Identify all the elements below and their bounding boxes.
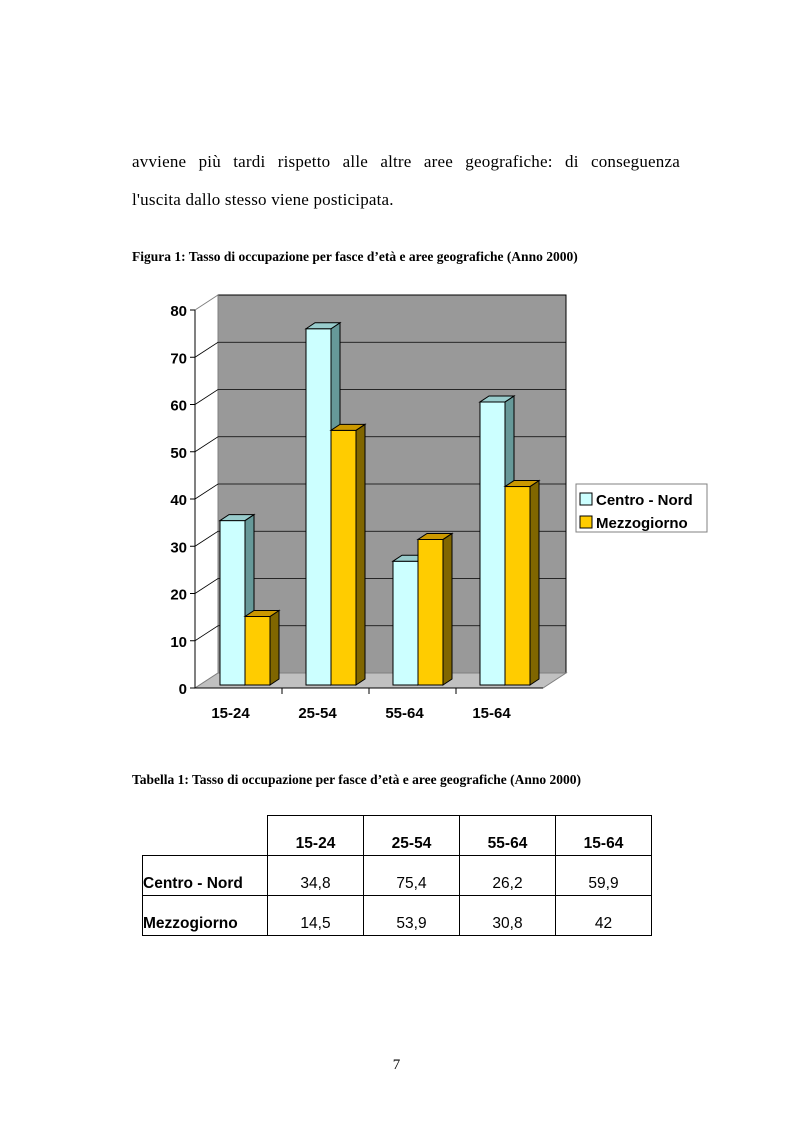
paragraph-line-2: l'uscita dallo stesso viene posticipata. xyxy=(132,190,394,209)
table-row-label: Centro - Nord xyxy=(143,856,268,896)
table-header-row xyxy=(143,816,652,856)
data-table xyxy=(142,815,652,936)
figure-caption: Figura 1: Tasso di occupazione per fasce d’età e aree geografiche (Anno 2000) xyxy=(132,249,578,264)
paragraph-line-1: avviene più tardi rispetto alle altre aree geografiche: di conseguenza xyxy=(132,152,680,171)
x-tick-label: 25-54 xyxy=(298,705,337,722)
bar-side-face xyxy=(443,533,452,685)
bar-centro-nord-15-64 xyxy=(480,402,505,685)
x-tick-label: 15-24 xyxy=(211,705,250,722)
table-header-cell: 25-54 xyxy=(364,816,460,856)
y-tick-label: 70 xyxy=(170,350,187,368)
table-row xyxy=(143,896,652,936)
bar-mezzogiorno-55-64 xyxy=(418,539,443,685)
table-header-cell: 55-64 xyxy=(460,816,556,856)
y-tick-label: 10 xyxy=(170,633,187,651)
bar-centro-nord-15-24 xyxy=(220,521,245,685)
bar-side-face xyxy=(270,610,279,685)
y-tick-label: 20 xyxy=(170,586,187,604)
table-corner-cell xyxy=(143,816,268,856)
legend-swatch xyxy=(580,493,592,505)
table-cell: 59,9 xyxy=(556,856,652,896)
table-cell: 26,2 xyxy=(460,856,556,896)
table-cell: 53,9 xyxy=(364,896,460,936)
page-number: 7 xyxy=(392,1057,401,1073)
table-row xyxy=(143,856,652,896)
bar-side-face xyxy=(530,481,539,685)
y-tick-label: 0 xyxy=(178,681,187,698)
y-tick-label: 40 xyxy=(170,492,187,509)
y-tick-label: 60 xyxy=(170,397,187,415)
bar-side-face xyxy=(356,424,365,685)
legend-label: Mezzogiorno xyxy=(596,515,688,532)
table-header-cell: 15-64 xyxy=(556,816,652,856)
table-row-label: Mezzogiorno xyxy=(143,896,268,936)
table-cell: 75,4 xyxy=(364,856,460,896)
bar-centro-nord-55-64 xyxy=(393,561,418,685)
table-cell: 30,8 xyxy=(460,896,556,936)
table-caption: Tabella 1: Tasso di occupazione per fasce d’età e aree geografiche (Anno 2000) xyxy=(132,772,581,787)
x-tick-label: 55-64 xyxy=(385,705,424,722)
x-tick-label: 15-64 xyxy=(472,705,511,722)
table-header-cell: 15-24 xyxy=(268,816,364,856)
bar-mezzogiorno-25-54 xyxy=(331,430,356,685)
y-tick-label: 30 xyxy=(170,539,187,557)
table-cell: 14,5 xyxy=(268,896,364,936)
table-cell: 42 xyxy=(556,896,652,936)
table-cell: 34,8 xyxy=(268,856,364,896)
y-tick-label: 50 xyxy=(170,444,187,462)
bar-mezzogiorno-15-24 xyxy=(245,616,270,685)
bar-mezzogiorno-15-64 xyxy=(505,487,530,685)
legend-swatch xyxy=(580,516,592,528)
bar-centro-nord-25-54 xyxy=(306,329,331,685)
y-tick-label: 80 xyxy=(170,303,187,320)
legend-label: Centro - Nord xyxy=(596,492,693,509)
